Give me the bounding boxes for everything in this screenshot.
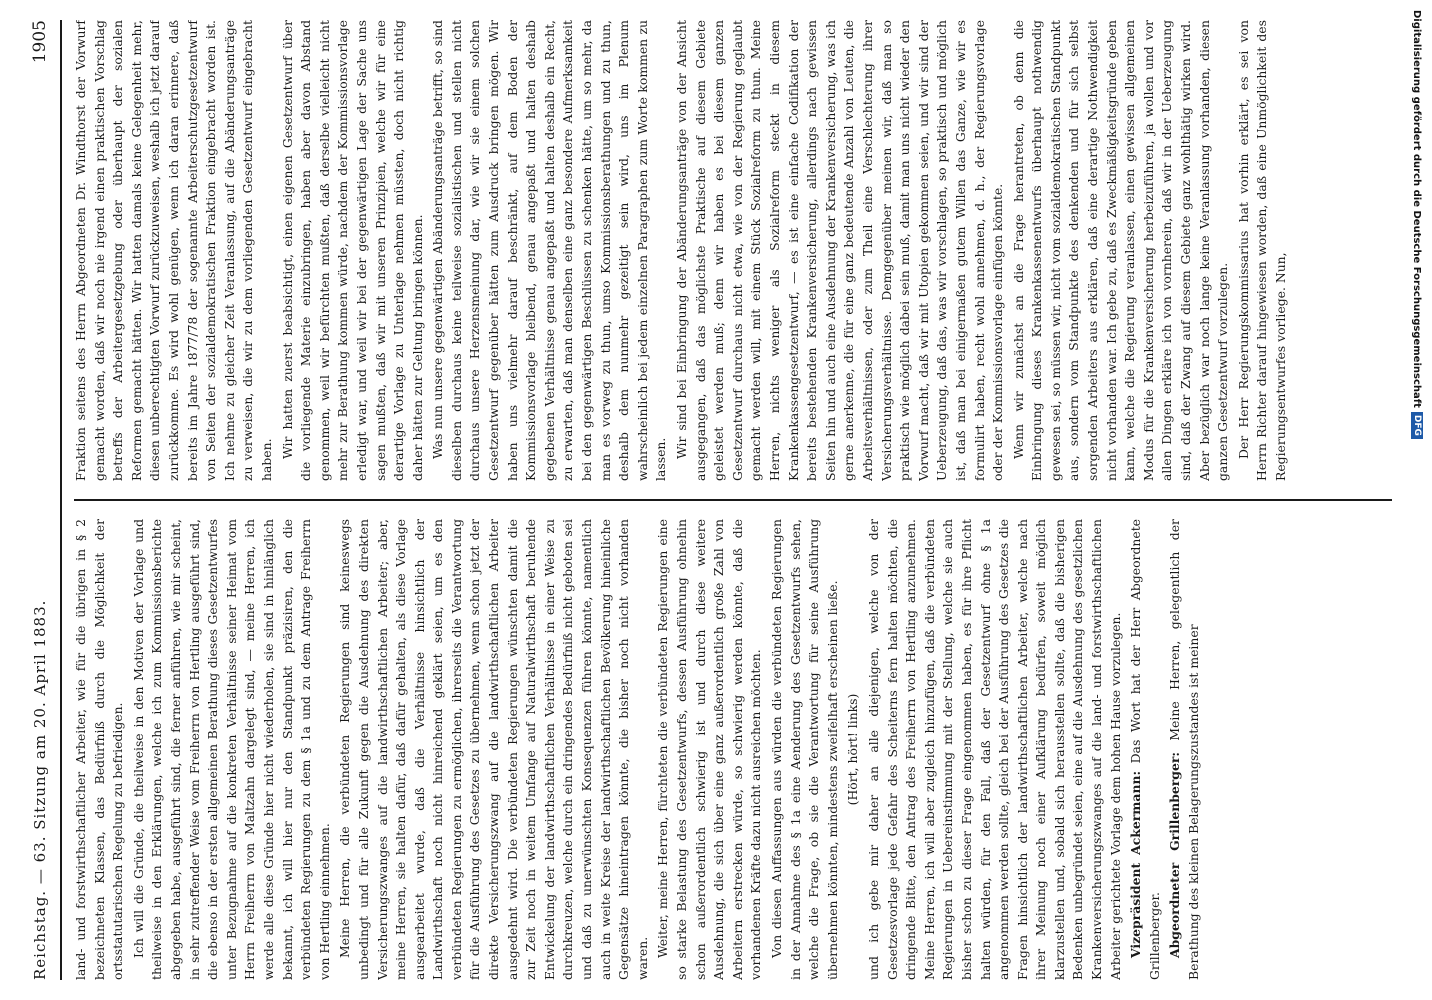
paragraph (336, 519, 652, 980)
paragraph (768, 519, 842, 980)
paragraph (130, 519, 335, 980)
paragraph-text: Was nun unsere gegenwärtigen Abänderungsanträge betrifft, so sind dieselben durchaus keine teilweise sozialistischen und stellen nicht durchaus unsere Herzensmeinung dar, wie wir sie einem solchen Gesetzentwurf gegenüber hätten zum Ausdruck bringen mögen. Wir haben uns vielmehr darauf beschränkt, auf dem Boden der Kommissionsvorlage bleibend, genau angepaßt und halten deshalb gegebenen Verhältnisse genau angepaßt und halten deshalb ein Recht, zu erwarten, daß man denselben eine ganz besondere Aufmerksamkeit bei den gegenwärtigen Beschlüssen zu schenken hätte, um so mehr, da man es vorweg zu thun, umso Kommissionsberathungen und zu thun, deshalb dem nunmehr gezeitigt sein wird, uns im Plenum wahrscheinlich bei jedem einzelnen Paragraphen zum Worte kommen zu lassen. (430, 20, 669, 481)
running-head-title: Reichstag. — 63. Sitzung am 20. April 1883. (31, 599, 49, 980)
paragraph-text: Wir hatten zuerst beabsichtigt, einen eigenen Gesetzentwurf über die vorliegende Materie einzubringen, haben aber davon Abstand genommen, weil wir befürchten mußten, daß derselbe vielleicht nicht mehr zur Berathung kommen würde, nachdem der Kommissionsvorlage erledigt war, und weil wir bei der gegenwärtigen Lage der Sache uns sagen mußten, daß wir mit unseren Prinzipien, welche wir für eine derartige Vorlage zu Unterlage nehmen müssten, doch nicht richtig daher hätten zur Geltung bringen können. (279, 20, 425, 481)
paragraph-text: Fraktion seitens des Herrn Abgeordneten Dr. Windthorst der Vorwurf gemacht worden, daß wir noch nie irgend einen praktischen Vorschlag betreffs der Arbeitergesetzgebung oder überhaupt der sozialen Reformen gemacht hätten. Wir hatten damals keine Gelegenheit mehr, diesen unberechtigten Vorwurf zurückzuweisen, weshalb ich jetzt darauf zurückkomme. Es wird wohl genügen, wenn ich daran erinnere, daß bereits im Jahre 1877/78 der sogenannte Arbeiterschutzgesetzentwurf von Seiten der sozialdemokratischen Fraktion eingebracht worden ist. Ich nehme zu gleicher Zeit Veranlassung, auf die Abänderungsanträge zu verweisen, die wir zu dem vorliegenden Gesetzentwurf eingebracht haben. (73, 20, 274, 481)
paragraph (673, 20, 1008, 481)
paragraph-text: Ich will die Gründe, die theilweise in den Motiven der Vorlage und theilweise in den Erklärungen, welche ich zum Kommissionsberichte abgegeben habe, ausgeführt sind, die ferner anführen, wie mir scheint, in sehr zutreffender Weise vom Freiherrn von Hertling ausgeführt sind, die ebenso in der ersten allgemeinen Berathung dieses Gesetzentwurfes unter Bezugnahme auf die konkreten Verhältnisse seiner Heimat vom Herrn Freiherrn von Maltzahn dargelegt sind, — meine Herren, ich werde alle diese Gründe hier nicht wiederholen, sie sind in hinlänglich bekannt, ich will hier nur den Standpunkt präzisiren, den die verbündeten Regierungen zu dem § 1a und zu dem Antrage Freiherrn von Hertling einnehmen. (130, 519, 332, 980)
paragraph (279, 20, 428, 481)
digitization-credit (1402, 0, 1432, 1000)
right-column (72, 20, 1392, 481)
paragraph (429, 20, 671, 481)
running-head (20, 20, 62, 980)
paragraph-text: Meine Herren, gelegentlich der Berathung des kleinen Belagerungszustandes ist meiner (1167, 519, 1202, 980)
paragraph-text: (Hört, hört! links) (845, 693, 861, 806)
speaker-name: Vizepräsident Ackermann: (1128, 770, 1144, 958)
left-column (72, 519, 1392, 980)
speaker-paragraph (1127, 519, 1164, 980)
paragraph-text: Der Herr Regierungskommissarius hat vorhin erklärt, es sei von Herrn Richter darauf hingewiesen worden, daß eine Unmöglichkeit des Regierungsentwurfes vorliege. Nun, (1235, 20, 1288, 481)
digitization-credit-strip (1402, 0, 1432, 1000)
paragraph (865, 519, 1125, 980)
digitization-credit-text: Digitalisierung gefördert durch die Deutsche Forschungsgemeinschaft (1411, 10, 1423, 408)
paragraph (72, 20, 277, 481)
column-divider (74, 499, 1392, 501)
speaker-paragraph (1166, 519, 1203, 980)
paragraph-text: Weiter, meine Herren, fürchteten die verbündeten Regierungen eine so starke Belastung des Gesetzentwurfs, dessen Ausführung ohnehin schon außerordentlich schwierig ist und durch diese weitere Ausdehnung, die sich über eine ganz außerordentlich große Zahl von Arbeitern erstrecken würde, so schwierig werden könnte, daß die vorhandenen Kräfte dazu nicht ausreichen möchten. (655, 519, 764, 980)
paragraph (844, 519, 863, 980)
dfg-logo: DFG (1411, 412, 1423, 439)
paragraph (654, 519, 766, 980)
paragraph-text: und ich gebe mir daher an alle diejenigen, welche von der Gesetzesvorlage jede Gefahr des Scheiterns fern halten möchten, die dringende Bitte, den Antrag des Freiherrn von Hertling anzunehmen. Meine Herren, ich will aber zugleich hinzufügen, daß die verbündeten Regierungen in Uebereinstimmung mit der Stellung, welche sie auch bisher schon zu dieser Frage eingenommen haben, es für ihre Pflicht halten würden, für den Fall, daß der Gesetzentwurf ohne § 1a angenommen werden sollte, gleich bei der Ausführung des Gesetzes die Fragen hinsichtlich der landwirthschaftlichen Arbeiter, welche nach ihrer Meinung noch einer Aufklärung bedürfen, soweit möglich klarzustellen und, sobald sich herausstellen sollte, daß die bisherigen Bedenken unbegründet seien, eine auf die Ausdehnung des gesetzlichen Krankenversicherungszwanges auf die land- und forstwirthschaftlichen Arbeiter gerichtete Vorlage dem hohen Hause vorzulegen. (865, 519, 1123, 980)
text-columns (72, 20, 1392, 980)
paragraph-text: Das Wort hat der Herr Abgeordnete Grillenberger. (1128, 519, 1162, 980)
paragraph-text: Von diesen Auffassungen aus würden die verbündeten Regierungen in der Annahme des § 1a eine Aenderung des Gesetzentwurfs sehen, welche die Frage, ob sie die Verantwortung für seine Ausführung übernehmen könnten, mindestens zweifelhaft erscheinen ließe. (768, 519, 840, 980)
paragraph (1010, 20, 1233, 481)
paragraph-text: Wir sind bei Einbringung der Abänderungsanträge von der Ansicht ausgegangen, daß das möglichste Praktische auf diesem Gebiete geleistet werden muß; denn wir haben es bei diesem ganzen Gesetzentwurf durchaus nicht etwa, wie von der Regierung geglaubt gemacht werden will, mit einem Stück Sozialreform zu thun. Meine Herren, nichts weniger als Sozialreform steckt in diesem Krankenkassengesetzentwurf, — es ist eine einfache Codifikation der bereits bestehenden Krankenversicherung, allerdings nach gewissen Seiten hin und auch eine Ausdehnung der Krankenversicherung, was ich gerne anerkenne, die für eine ganz bedeutende Anzahl von Leuten, die Arbeitsverhältnissen, oder zum Theil eine Verschlechterung ihrer Versicherungsverhältnisse. Demgegenüber meinen wir, daß man so praktisch wie möglich dabei sein muß, damit man uns nicht wieder den Vorwurf macht, daß wir mit Utopien gekommen seien, und wir sind der Ueberzeugung, daß das, was wir vorschlagen, so praktisch und möglich ist, daß man bei einigermaßen gutem Willen das Ganze, wie wir es formulirt haben, recht wohl annehmen, d. h., der Regierungsvorlage oder der Kommissionsvorlage einfügen könnte. (674, 20, 1006, 481)
paragraph-text: Meine Herren, die verbündeten Regierungen sind keineswegs unbedingt und für alle Zukunft gegen die Ausdehnung des direkten Versicherungszwanges auf die landwirthschaftlichen Arbeiter; aber, meine Herren, sie halten dafür, daß dafür gehalten, als diese Vorlage ausgearbeitet wurde, daß die Verhältnisse hinsichtlich der Landwirthschaft noch nicht hinreichend geklärt seien, um es den verbündeten Regierungen zu ermöglichen, ihrerseits die Verantwortung für die Ausführung des Gesetzes zu übernehmen, wenn schon jetzt der direkte Versicherungszwang auf die landwirthschaftlichen Arbeiter ausgedehnt wird. Die verbündeten Regierungen wünschten damit die zur Zeit noch in weitem Umfange auf Naturalwirthschaft beruhende Entwickelung der landwirthschaftlichen Verhältnisse in einer Weise zu durchkreuzen, welche durch ein dringendes Bedürfniß nicht geboten sei und daß zu unerwünschten Konsequenzen führen könnte, namentlich auch in weite Kreise der landwirthschaftlichen Bevölkerung hineinliche Gegensätze hineintragen könnte, die bisher noch nicht vorhanden waren. (337, 519, 650, 980)
paragraph (72, 519, 128, 980)
paragraph-text: Wenn wir zunächst an die Frage herantreten, ob denn die Einbringung dieses Krankenkassenentwurfs überhaupt nothwendig gewesen sei, so müssen wir, nicht vom sozialdemokratischen Standpunkt aus, sondern vom Standpunkte des denkenden und für sich selbst sorgenden Arbeiters aus erklären, daß eine derartige Nothwendigkeit nicht vorhanden war. Ich gebe zu, daß es Zweckmäßigkeitsgründe geben kann, welche die Regierung veranlassen, einen gewissen allgemeinen Modus für die Krankenversicherung herbeizuführen, ja wollen und vor allen Dingen erkläre ich von vornherein, daß wir in der Ueberzeugung sind, daß der Zwang auf diesem Gebiete ganz wohlthätig wirken wird. Aber bezüglich war noch lange keine Veranlassung vorhanden, diesen ganzen Gesetzentwurf vorzulegen. (1010, 20, 1231, 481)
page-number: 1905 (30, 20, 50, 64)
paragraph-text: land- und forstwirthschaftlicher Arbeiter, wie für die übrigen in § 2 bezeichneten Klassen, das Bedürfniß durch die Möglichkeit der ortsstatutarischen Regelung zu befriedigen. (73, 519, 126, 980)
paragraph (1235, 20, 1291, 481)
speaker-name: Abgeordneter Grillenberger: (1167, 752, 1183, 958)
